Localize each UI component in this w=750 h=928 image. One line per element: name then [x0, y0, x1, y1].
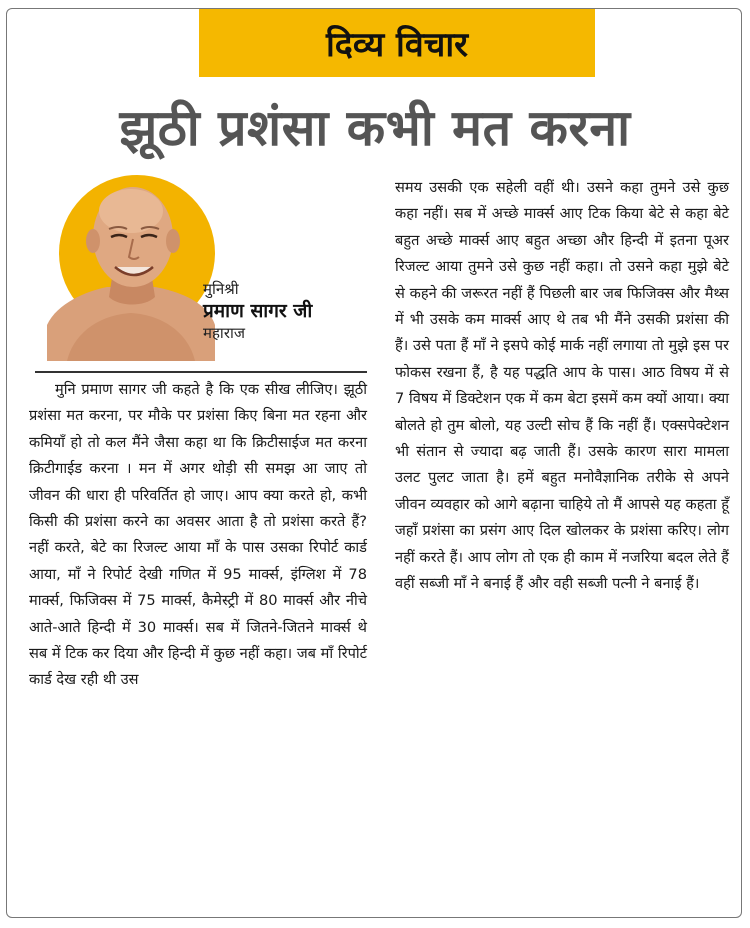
- article-frame: [6, 8, 742, 918]
- headline: झूठी प्रशंसा कभी मत करना: [119, 99, 631, 157]
- author-byline: [203, 279, 367, 343]
- author-name: प्रमाण सागर जी: [203, 300, 313, 322]
- author-block: [43, 171, 367, 367]
- article-paragraph: मुनि प्रमाण सागर जी कहते है कि एक सीख लीजिए। झूठी प्रशंसा मत करना, पर मौके पर प्रशंसा किए बिना मत रहना और कमियाँ हो तो कल मैंने जैसा कहा था कि क्रिटीसाईज मत करना क्रिटीगाईड करना । मन में अगर थोड़ी सी समझ आ जाए तो जीवन की धारा ही परिवर्तित हो जाए। आप क्या करते हो, कभी किसी की प्रशंसा करने का अवसर आता है तो प्रशंसा करते हैं? नहीं करते, बेटे का रिजल्ट आया माँ के पास उसका रिपोर्ट कार्ड आया, माँ ने रिपोर्ट देखी गणित में 95 मार्क्स, इंग्लिश में 78 मार्क्स, फिजिक्स में 75 मार्क्स, कैमेस्ट्री में 80 मार्क्स और नीचे आते-आते हिन्दी में 30 मार्क्स। सब में जितने-जितने मार्क्स थे सब में टिक कर दिया और हिन्दी में कुछ नहीं कहा। जब माँ रिपोर्ट कार्ड देख रही थी उस: [29, 381, 367, 689]
- portrait-photo-icon: [47, 175, 215, 361]
- article-column-right: [395, 175, 729, 598]
- divider: [35, 371, 367, 373]
- author-suffix: महाराज: [203, 324, 245, 342]
- article-paragraph: समय उसकी एक सहेली वहीं थी। उसने कहा तुमने उसे कुछ कहा नहीं। सब में अच्छे मार्क्स आए टिक किया बेटे से कहा बेटे बहुत अच्छे मार्क्स आए बहुत अच्छा और हिन्दी में इतना पूअर रिजल्ट आया तुमने उसे कुछ नहीं कहा। तो उसने कहा मुझे बेटे से कहने की जरूरत नहीं हैं पिछली बार जब फिजिक्स और मैथ्स में भी उसके कम मार्क्स आए थे तब भी मैंने उसकी प्रशंसा की हैं। उसे पता हैं माँ ने इसपे कोई मार्क नहीं लगाया तो मुझे इस पर फोकस रखना हैं, है यह पद्धति आप के पास। आठ विषय में से 7 विषय में डिक्टेशन एक में कम बेटा इसमें कम क्यों आया। क्या बोलते हो तुम बोलो, यह उल्टी सोच हैं कि नहीं हैं। एक्सपेक्टेशन भी संतान से ज्यादा बढ़ जाती हैं। उसके कारण सारा मामला उलट पुलट जाता है। हमें बहुत मनोवैज्ञानिक तरीके से अपने जीवन व्यवहार को आगे बढ़ाना चाहिये तो मैं आपसे यह कहता हूँ जहाँ प्रशंसा का प्रसंग आए दिल खोलकर के प्रशंसा करिए। लोग नहीं करते हैं। आप लोग तो एक ही काम में नजरिया बदल लेते हैं वहीं सब्जी माँ ने बनाई हैं और वही सब्जी पत्नी ने बनाई हैं।: [395, 179, 729, 593]
- column-title: दिव्य विचार: [325, 25, 469, 65]
- article-column-left: [29, 377, 367, 694]
- author-prefix: मुनिश्री: [203, 280, 239, 298]
- column-tag: [199, 9, 595, 77]
